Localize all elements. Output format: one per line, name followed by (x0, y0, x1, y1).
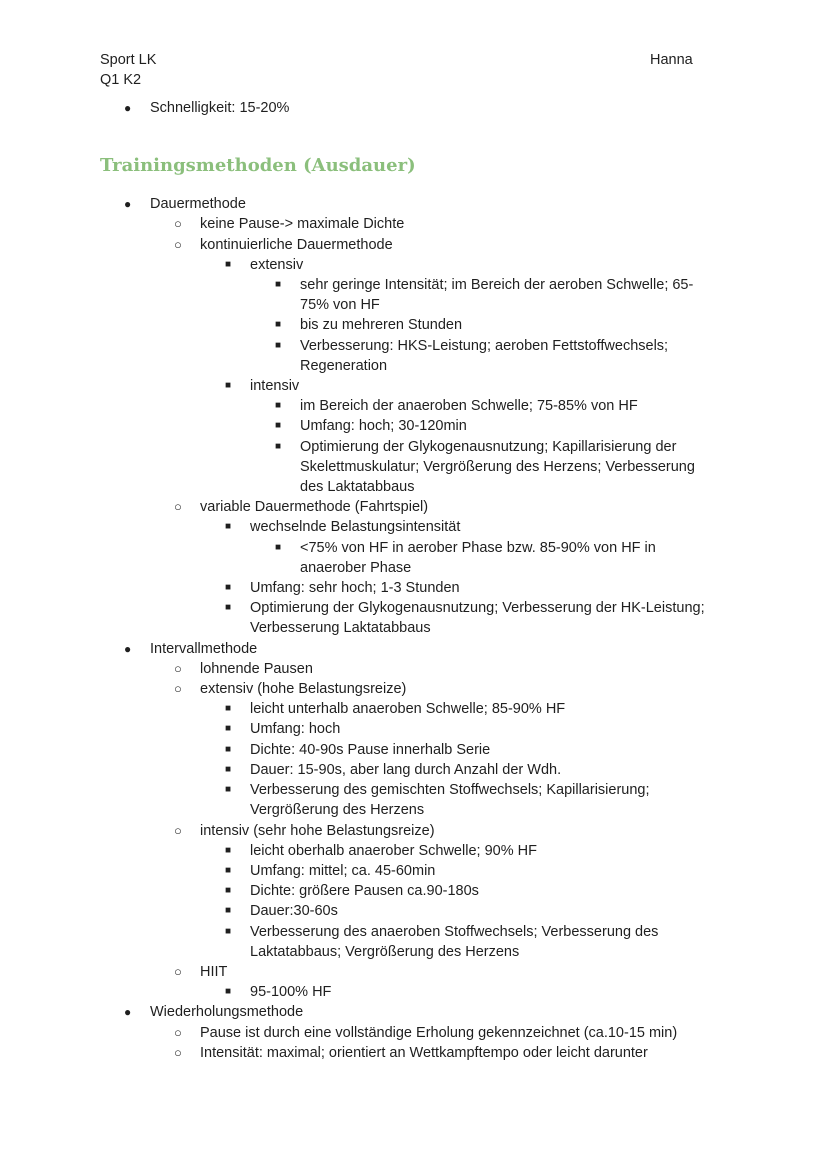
list-item (0, 901, 720, 921)
list-item-text: bis zu mehreren Stunden (300, 317, 463, 334)
bullet-icon: ● (124, 197, 132, 212)
list-item-text: Dauer: 15-90s, aber lang durch Anzahl der Wdh. (250, 761, 562, 778)
bullet-icon: ● (124, 641, 132, 656)
list-item (0, 396, 720, 416)
square-bullet-icon: ■ (225, 925, 232, 937)
list-item (0, 861, 720, 881)
list-item-text: Umfang: mittel; ca. 45-60min (250, 862, 436, 879)
subject-label: Sport LK (100, 52, 157, 68)
list-item (0, 639, 710, 659)
circle-bullet-icon: ○ (174, 963, 182, 979)
list-item (0, 1043, 720, 1063)
section-heading: Trainingsmethoden (Ausdauer) (100, 155, 416, 177)
list-item-text: extensiv (hohe Belastungsreize) (200, 681, 407, 698)
list-item-text: Dichte: 40-90s Pause innerhalb Serie (250, 741, 491, 758)
circle-bullet-icon: ○ (174, 681, 182, 697)
list-item-text: intensiv (sehr hohe Belastungsreize) (200, 822, 435, 839)
list-item-text: keine Pause-> maximale Dichte (200, 216, 405, 233)
list-item (0, 780, 720, 820)
list-item (0, 235, 720, 255)
square-bullet-icon: ■ (225, 703, 232, 715)
list-item-text: Dauer:30-60s (250, 903, 338, 920)
list-item (0, 214, 720, 234)
square-bullet-icon: ■ (275, 279, 282, 291)
list-item-text: lohnende Pausen (200, 660, 313, 677)
list-item-text: Wiederholungsmethode (150, 1004, 304, 1021)
square-bullet-icon: ■ (275, 440, 282, 452)
author-name: Hanna (650, 52, 693, 68)
circle-bullet-icon: ○ (174, 1044, 182, 1060)
list-item (0, 1002, 710, 1022)
list-item (0, 719, 720, 739)
list-item-text: Umfang: sehr hoch; 1-3 Stunden (250, 580, 460, 597)
list-item (0, 437, 720, 498)
circle-bullet-icon: ○ (174, 660, 182, 676)
list-item-text: Umfang: hoch (250, 721, 341, 738)
list-item (0, 962, 720, 982)
square-bullet-icon: ■ (225, 723, 232, 735)
circle-bullet-icon: ○ (174, 1024, 182, 1040)
list-item-text: wechselnde Belastungsintensität (250, 519, 461, 536)
list-item (0, 740, 720, 760)
list-item-text: Dichte: größere Pausen ca.90-180s (250, 883, 479, 900)
bullet-icon: ● (124, 1005, 132, 1020)
list-item-text: Dauermethode (150, 196, 246, 213)
square-bullet-icon: ■ (225, 521, 232, 533)
square-bullet-icon: ■ (225, 582, 232, 594)
list-item-text: Optimierung der Glykogenausnutzung; Kapillarisierung der Skelettmuskulatur; Vergrößerung des Herzens; Verbesserung des Laktatabbaus (300, 438, 695, 496)
list-item (0, 98, 710, 118)
list-item (0, 922, 720, 962)
list-item (0, 315, 720, 335)
document-body (0, 98, 828, 1063)
square-bullet-icon: ■ (225, 763, 232, 775)
list-item-text: im Bereich der anaeroben Schwelle; 75-85% von HF (300, 398, 638, 415)
square-bullet-icon: ■ (225, 844, 232, 856)
list-item (0, 517, 720, 537)
list-item (0, 578, 720, 598)
list-item-text: sehr geringe Intensität; im Bereich der aeroben Schwelle; 65-75% von HF (300, 277, 694, 314)
circle-bullet-icon: ○ (174, 236, 182, 252)
list-item-text: leicht unterhalb anaeroben Schwelle; 85-90% HF (250, 701, 566, 718)
list-item-text: Schnelligkeit: 15-20% (150, 100, 290, 116)
list-item-text: variable Dauermethode (Fahrtspiel) (200, 499, 429, 516)
square-bullet-icon: ■ (225, 602, 232, 614)
list-item-text: Verbesserung des anaeroben Stoffwechsels; Verbesserung des Laktatabbaus; Vergrößerung des Herzens (250, 923, 659, 960)
square-bullet-icon: ■ (225, 864, 232, 876)
list-item (0, 376, 720, 396)
list-item (0, 255, 720, 275)
square-bullet-icon: ■ (225, 258, 232, 270)
square-bullet-icon: ■ (275, 339, 282, 351)
list-item-text: Verbesserung: HKS-Leistung; aeroben Fettstoffwechsels; Regeneration (300, 337, 669, 374)
list-item-text: Umfang: hoch; 30-120min (300, 418, 467, 435)
list-item (0, 881, 720, 901)
list-item-text: Verbesserung des gemischten Stoffwechsels; Kapillarisierung; Vergrößerung des Herzens (250, 782, 650, 819)
list-item (0, 841, 720, 861)
list-item-text: extensiv (250, 256, 304, 273)
list-item-text: Optimierung der Glykogenausnutzung; Verbesserung der HK-Leistung; Verbesserung Laktatabbaus (250, 600, 705, 637)
square-bullet-icon: ■ (275, 420, 282, 432)
list-item (0, 275, 720, 315)
list-item (0, 679, 720, 699)
term-label: Q1 K2 (100, 72, 142, 88)
list-item (0, 416, 720, 436)
list-item-text: HIIT (200, 963, 228, 980)
circle-bullet-icon: ○ (174, 822, 182, 838)
square-bullet-icon: ■ (275, 319, 282, 331)
list-item (0, 982, 720, 1002)
document-header-left (100, 50, 156, 90)
list-item-text: intensiv (250, 378, 300, 395)
list-item (0, 336, 720, 376)
circle-bullet-icon: ○ (174, 216, 182, 232)
square-bullet-icon: ■ (225, 380, 232, 392)
list-item-text: Intervallmethode (150, 640, 258, 657)
list-item-text: kontinuierliche Dauermethode (200, 236, 393, 253)
bullet-icon: ● (124, 101, 132, 115)
list-item (0, 598, 720, 638)
square-bullet-icon: ■ (225, 905, 232, 917)
circle-bullet-icon: ○ (174, 499, 182, 515)
list-item (0, 659, 720, 679)
list-item-text: Intensität: maximal; orientiert an Wettkampftempo oder leicht darunter (200, 1044, 648, 1061)
square-bullet-icon: ■ (225, 986, 232, 998)
square-bullet-icon: ■ (225, 784, 232, 796)
list-item-text: 95-100% HF (250, 984, 332, 1001)
list-item-text: Pause ist durch eine vollständige Erholung gekennzeichnet (ca.10-15 min) (200, 1024, 678, 1041)
list-item (0, 760, 720, 780)
square-bullet-icon: ■ (275, 400, 282, 412)
square-bullet-icon: ■ (225, 885, 232, 897)
list-item (0, 1023, 720, 1043)
square-bullet-icon: ■ (225, 743, 232, 755)
list-item (0, 821, 720, 841)
list-item (0, 699, 720, 719)
list-item-text: <75% von HF in aerober Phase bzw. 85-90% von HF in anaerober Phase (300, 539, 656, 576)
list-item (0, 538, 720, 578)
list-item-text: leicht oberhalb anaerober Schwelle; 90% HF (250, 842, 537, 859)
list-item (0, 194, 710, 214)
list-item (0, 497, 720, 517)
square-bullet-icon: ■ (275, 541, 282, 553)
